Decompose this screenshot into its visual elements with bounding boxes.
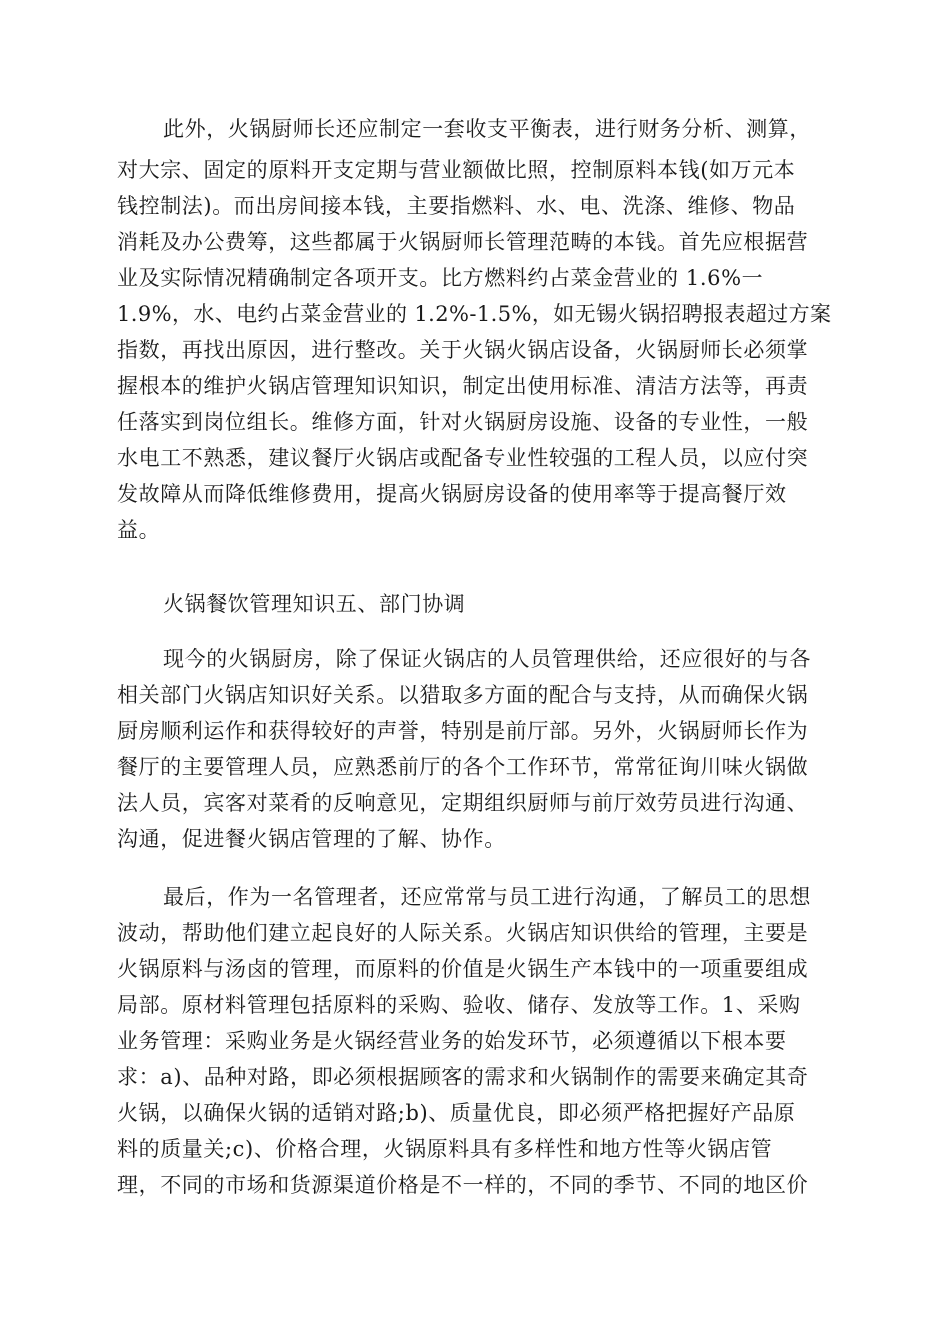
paragraph-1-line-9: 任落实到岗位组长。维修方面，针对火锅厨房设施、设备的专业性，一般 <box>117 410 809 434</box>
paragraph-1-line-10: 水电工不熟悉，建议餐厅火锅店或配备专业性较强的工程人员，以应付突 <box>117 446 809 470</box>
paragraph-1-line-1: 此外，火锅厨师长还应制定一套收支平衡表，进行财务分析、测算， <box>163 117 811 141</box>
paragraph-3-line-8: 料的质量关;c)、价格合理，火锅原料具有多样性和地方性等火锅店管 <box>117 1137 773 1161</box>
section-heading: 火锅餐饮管理知识五、部门协调 <box>163 592 466 616</box>
paragraph-1-line-2: 对大宗、固定的原料开支定期与营业额做比照，控制原料本钱(如万元本 <box>117 158 796 182</box>
paragraph-1-line-8: 握根本的维护火锅店管理知识知识，制定出使用标准、清洁方法等，再责 <box>117 374 809 398</box>
paragraph-3-line-7: 火锅，以确保火锅的适销对路;b)、质量优良，即必须严格把握好产品原 <box>117 1101 796 1125</box>
paragraph-2-line-1: 现今的火锅厨房，除了保证火锅店的人员管理供给，还应很好的与各 <box>163 647 811 671</box>
paragraph-2-line-4: 餐厅的主要管理人员，应熟悉前厅的各个工作环节，常常征询川味火锅做 <box>117 755 809 779</box>
paragraph-3-line-1: 最后，作为一名管理者，还应常常与员工进行沟通，了解员工的思想 <box>163 885 811 909</box>
paragraph-1-line-7: 指数，再找出原因，进行整改。关于火锅火锅店设备，火锅厨师长必须掌 <box>117 338 809 362</box>
paragraph-1-line-3: 钱控制法)。而出房间接本钱，主要指燃料、水、电、洗涤、维修、物品 <box>117 194 796 218</box>
paragraph-1-line-6: 1.9%，水、电约占菜金营业的 1.2%-1.5%，如无锡火锅招聘报表超过方案 <box>117 302 832 326</box>
paragraph-2-line-5: 法人员，宾客对菜肴的反响意见，定期组织厨师与前厅效劳员进行沟通、 <box>117 791 809 815</box>
paragraph-3-line-5: 业务管理：采购业务是火锅经营业务的始发环节，必须遵循以下根本要 <box>117 1029 787 1053</box>
paragraph-1-line-12: 益。 <box>117 518 161 542</box>
paragraph-3-line-9: 理，不同的市场和货源渠道价格是不一样的，不同的季节、不同的地区价 <box>117 1173 809 1197</box>
paragraph-1-line-11: 发故障从而降低维修费用，提高火锅厨房设备的使用率等于提高餐厅效 <box>117 482 787 506</box>
paragraph-3-line-4: 局部。原材料管理包括原料的采购、验收、储存、发放等工作。1、采购 <box>117 993 801 1017</box>
paragraph-1-line-4: 消耗及办公费筹，这些都属于火锅厨师长管理范畴的本钱。首先应根据营 <box>117 230 809 254</box>
paragraph-2-line-3: 厨房顺利运作和获得较好的声誉，特别是前厅部。另外，火锅厨师长作为 <box>117 719 809 743</box>
paragraph-2-line-6: 沟通，促进餐火锅店管理的了解、协作。 <box>117 827 506 851</box>
paragraph-3-line-6: 求：a)、品种对路，即必须根据顾客的需求和火锅制作的需要来确定其奇 <box>117 1065 809 1089</box>
paragraph-2-line-2: 相关部门火锅店知识好关系。以猎取多方面的配合与支持，从而确保火锅 <box>117 683 809 707</box>
paragraph-1-line-5: 业及实际情况精确制定各项开支。比方燃料约占菜金营业的 1.6%一 <box>117 266 764 290</box>
paragraph-3-line-2: 波动，帮助他们建立起良好的人际关系。火锅店知识供给的管理，主要是 <box>117 921 809 945</box>
paragraph-3-line-3: 火锅原料与汤卤的管理，而原料的价值是火锅生产本钱中的一项重要组成 <box>117 957 809 981</box>
